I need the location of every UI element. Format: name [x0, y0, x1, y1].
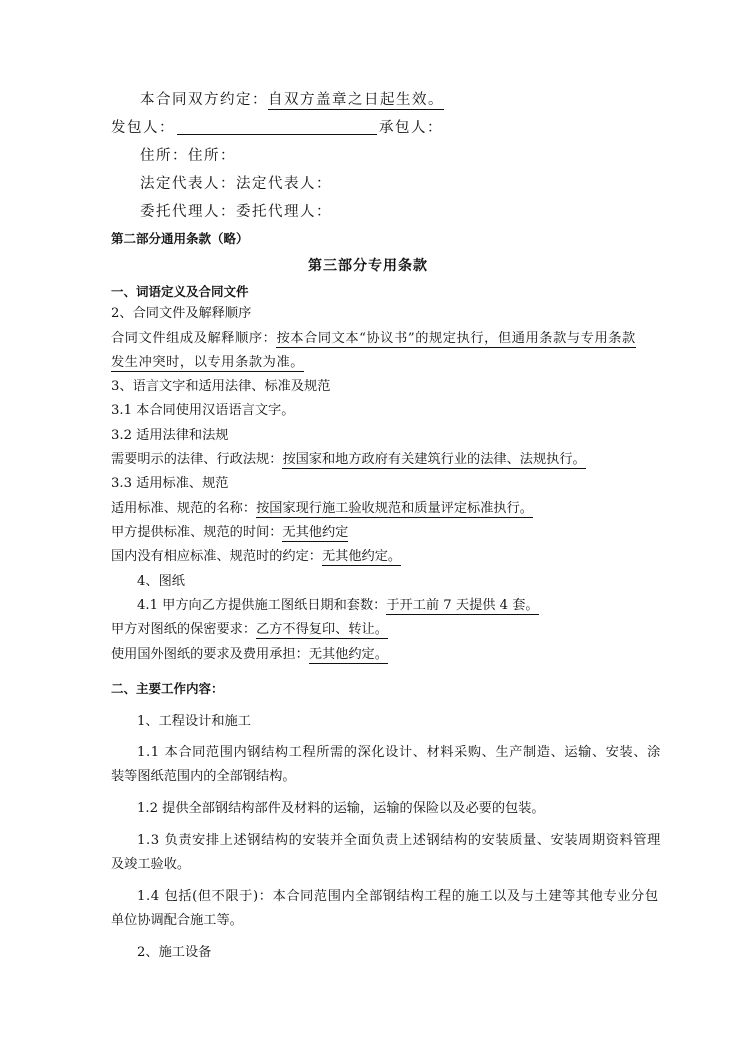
item4-heading: 4、图纸 — [137, 574, 185, 589]
work13-line-1: 1.3 负责安排上述钢结构的安装并全面负责上述钢结构的安装质量、安装周期资料管理 — [137, 833, 661, 848]
item2-label: 合同文件组成及解释顺序： — [111, 331, 277, 346]
law-label: 需要明示的法律、行政法规： — [111, 452, 283, 467]
law-value: 按国家和地方政府有关建筑行业的法律、法规执行。 — [282, 452, 586, 467]
work1-heading: 1、工程设计和施工 — [137, 714, 251, 729]
party-b-label: 承包人： — [379, 120, 443, 136]
item41-line — [137, 597, 539, 615]
std-label: 适用标准、规范的名称： — [111, 501, 257, 516]
std-time-line — [111, 524, 348, 542]
agent-line: 委托代理人：委托代理人： — [140, 204, 332, 220]
party-a-blank — [177, 120, 377, 135]
item2-line-1 — [111, 330, 636, 348]
item32-heading: 3.2 适用法律和法规 — [111, 428, 229, 443]
std-line — [111, 500, 533, 518]
effect-line — [140, 91, 444, 109]
effect-label: 本合同双方约定： — [140, 92, 268, 108]
party-a-label: 发包人： — [111, 120, 175, 136]
std-value: 按国家现行施工验收规范和质量评定标准执行。 — [256, 501, 533, 516]
work14-line-2: 单位协调配合施工等。 — [111, 913, 243, 928]
item33-heading: 3.3 适用标准、规范 — [111, 476, 229, 491]
secret-label: 甲方对图纸的保密要求： — [111, 622, 257, 637]
no-std-label: 国内没有相应标准、规范时的约定： — [111, 549, 322, 564]
parties-line — [111, 119, 443, 137]
foreign-line — [111, 646, 388, 664]
item41-value: 于开工前 7 天提供 4 套。 — [386, 598, 539, 613]
part3-heading: 第三部分专用条款 — [308, 258, 428, 274]
address-line: 住所：住所： — [140, 148, 236, 164]
item31-line: 3.1 本合同使用汉语语言文字。 — [111, 403, 295, 418]
work14-line-1: 1.4 包括(但不限于)：本合同范围内全部钢结构工程的施工以及与土建等其他专业分包 — [137, 889, 659, 904]
foreign-value: 无其他约定。 — [308, 647, 388, 662]
work13-line-2: 及竣工验收。 — [111, 857, 191, 872]
work12-line: 1.2 提供全部钢结构部件及材料的运输，运输的保险以及必要的包装。 — [137, 801, 545, 816]
item3-heading: 3、语言文字和适用法律、标准及规范 — [111, 379, 331, 394]
no-std-value: 无其他约定。 — [322, 549, 402, 564]
secret-value: 乙方不得复印、转让。 — [256, 622, 388, 637]
law-line — [111, 451, 586, 469]
item2-heading: 2、合同文件及解释顺序 — [111, 306, 252, 321]
secret-line — [111, 621, 388, 639]
effect-value: 自双方盖章之日起生效。 — [268, 92, 444, 108]
section1-heading: 一、词语定义及合同文件 — [111, 284, 249, 299]
item2-value-2: 发生冲突时，以专用条款为准。 — [111, 355, 305, 370]
item2-line-2 — [111, 354, 304, 372]
work11-line-2: 装等图纸范围内的全部钢结构。 — [111, 769, 296, 784]
work11-line-1: 1.1 本合同范围内钢结构工程所需的深化设计、材料采购、生产制造、运输、安装、涂 — [137, 745, 661, 760]
std-time-label: 甲方提供标准、规范的时间： — [111, 525, 283, 540]
item2-value-1: 按本合同文本“协议书”的规定执行，但通用条款与专用条款 — [276, 331, 636, 346]
item41-label: 4.1 甲方向乙方提供施工图纸日期和套数： — [137, 598, 387, 613]
part2-heading: 第二部分通用条款（略） — [111, 231, 249, 246]
work2-heading: 2、施工设备 — [137, 945, 212, 960]
no-std-line — [111, 548, 401, 566]
foreign-label: 使用国外图纸的要求及费用承担： — [111, 647, 309, 662]
section2-heading: 二、主要工作内容： — [111, 681, 224, 696]
std-time-value: 无其他约定 — [282, 525, 349, 540]
legal-rep-line: 法定代表人：法定代表人： — [140, 176, 332, 192]
